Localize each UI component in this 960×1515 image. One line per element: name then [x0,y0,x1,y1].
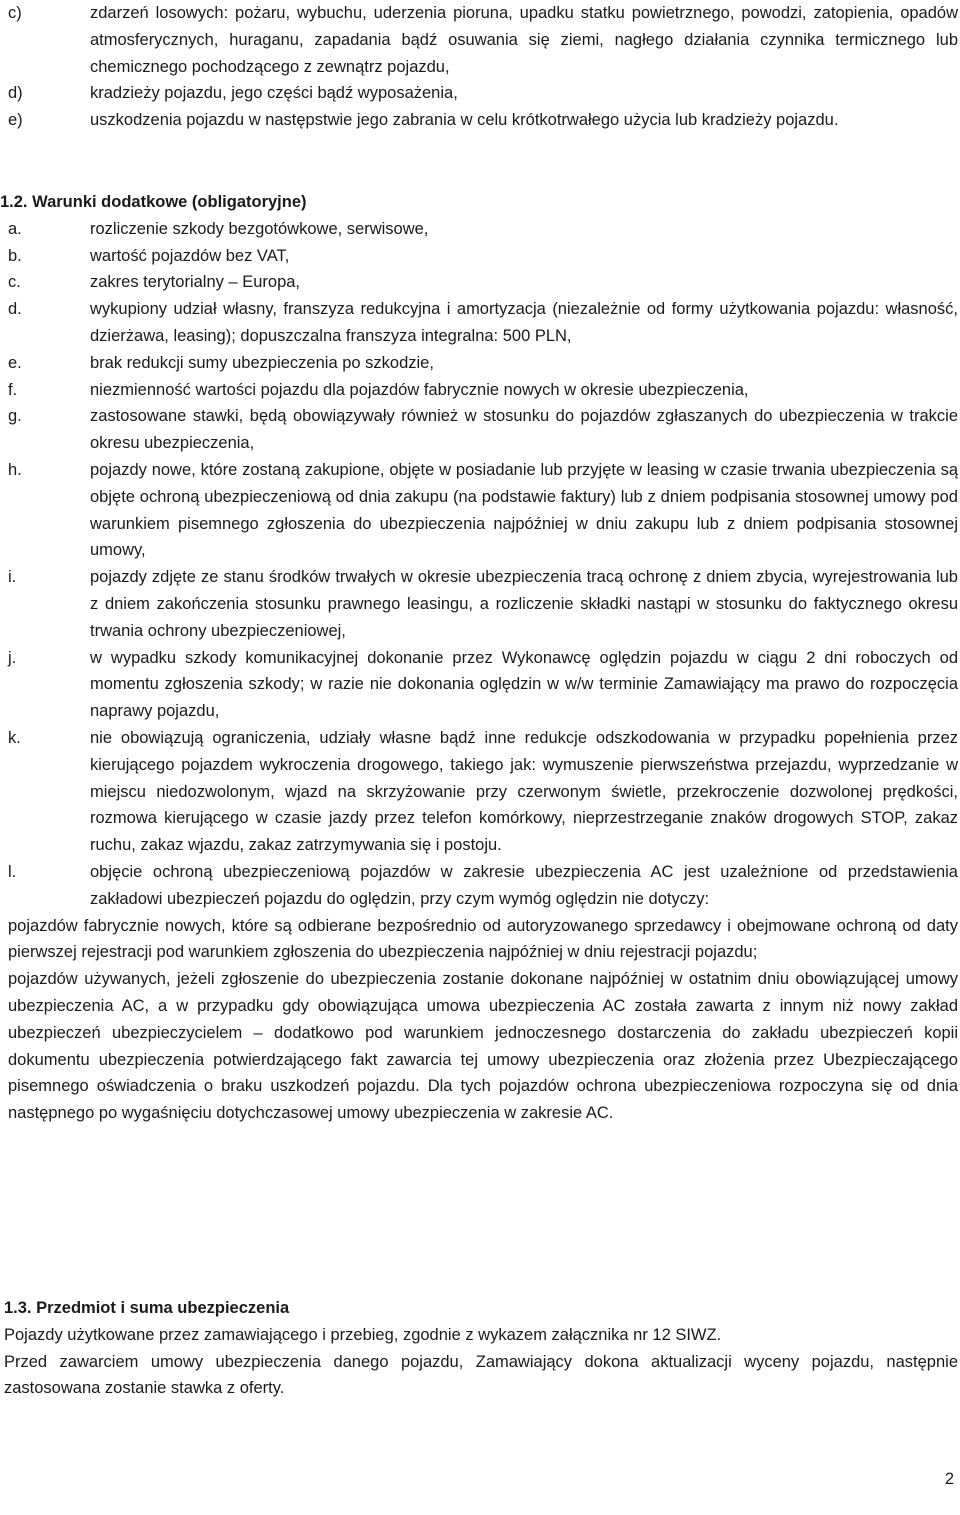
sub-list-text: pojazdów fabrycznie nowych, które są odbierane bezpośrednio od autoryzowanego sprzedawcy i obejmowane ochroną od daty pierwszej rejestracji pod warunkiem zgłoszenia do ubezpieczenia najpóźniej w dniu rejestracji pojazdu; [8,916,958,962]
list-item [8,645,958,725]
list-text: nie obowiązują ograniczenia, udziały własne bądź inne redukcje odszkodowania w przypadku popełnienia przez kierującego pojazdem wykroczenia drogowego, takiego jak: wymuszenie pierwszeństwa przejazdu, wyprzedzanie w miejscu niedozwolonym, wjazd na skrzyżowanie przy czerwonym świetle, przekroczenie dozwolonej prędkości, rozmowa kierującego w czasie jazdy przez telefon komórkowy, nieprzestrzeganie znaków drogowych STOP, zakaz ruchu, zakaz wjazdu, zakaz zatrzymywania się i postoju. [90,728,958,855]
section-heading: 1.3. Przedmiot i suma ubezpieczenia [4,1299,290,1317]
list-marker: g. [8,407,22,426]
list-text: objęcie ochroną ubezpieczeniową pojazdów w zakresie ubezpieczenia AC jest uzależnione od przedstawienia zakładowi ubezpieczeń pojazdu do oględzin, przy czym wymóg oględzin nie dotyczy: [90,862,958,908]
list-item [8,725,958,859]
sub-list-item [0,966,958,1127]
list-text: uszkodzenia pojazdu w następstwie jego zabrania w celu krótkotrwałego użycia lub kradzieży pojazdu. [90,111,839,130]
paragraph: Pojazdy użytkowane przez zamawiającego i przebieg, zgodnie z wykazem załącznika nr 12 SIWZ. [4,1325,722,1344]
list-item [8,457,958,564]
list-marker: e. [8,353,22,372]
list-marker: e) [8,111,23,130]
list-marker: h. [8,460,22,479]
section-1-2 [0,189,958,1127]
list-marker: j. [8,648,17,667]
risk-list [8,0,958,134]
section-1-3 [4,1295,958,1402]
list-item [8,403,958,457]
sub-list-item [0,913,958,967]
list-marker: a. [8,219,22,238]
list-marker: l. [8,862,17,881]
list-item [8,564,958,644]
list-marker: f. [8,380,18,399]
list-item [8,350,958,377]
list-item [8,0,958,80]
list-marker: b. [8,246,22,265]
list-text: zastosowane stawki, będą obowiązywały również w stosunku do pojazdów zgłaszanych do ubezpieczenia w trakcie okresu ubezpieczenia, [90,407,958,453]
list-text: rozliczenie szkody bezgotówkowe, serwisowe, [90,219,429,238]
section-heading: 1.2. Warunki dodatkowe (obligatoryjne) [0,193,307,211]
list-text: wykupiony udział własny, franszyza redukcyjna i amortyzacja (niezależnie od formy użytkowania pojazdu: własność, dzierżawa, leasing); dopuszczalna franszyza integralna: 500 PLN, [90,300,958,345]
list-text: pojazdy nowe, które zostaną zakupione, objęte w posiadanie lub przyjęte w leasing w czasie trwania ubezpieczenia są objęte ochroną ubezpieczeniową od dnia zakupu (na podstawie faktury) lub z dniem podpisania stosownej umowy pod warunkiem pisemnego zgłoszenia do ubezpieczenia najpóźniej w dniu zakupu lub z dniem podpisania stosownej umowy, [90,460,958,560]
list-marker: d) [8,84,23,103]
list-text: pojazdy zdjęte ze stanu środków trwałych w okresie ubezpieczenia tracą ochronę z dniem zbycia, wyrejestrowania lub z dniem zakończenia stosunku prawnego leasingu, a rozliczenie składki nastąpi w stosunku do faktycznego okresu trwania ochrony ubezpieczeniowej, [90,568,958,640]
list-marker: k. [8,728,21,747]
list-text: kradzieży pojazdu, jego części bądź wyposażenia, [90,84,458,103]
list-text: w wypadku szkody komunikacyjnej dokonanie przez Wykonawcę oględzin pojazdu w ciągu 2 dni roboczych od momentu zgłoszenia szkody; w razie nie dokonania oględzin w w/w terminie Zamawiający ma prawo do rozpoczęcia naprawy pojazdu, [90,648,958,721]
list-text: niezmienność wartości pojazdu dla pojazdów fabrycznie nowych w okresie ubezpieczenia, [90,380,749,399]
list-item [8,296,958,350]
list-item [8,216,958,243]
list-item [8,80,958,107]
list-item [8,377,958,404]
list-text: zakres terytorialny – Europa, [90,273,301,292]
sub-list [0,913,958,1127]
list-marker: d. [8,300,22,319]
list-item [8,859,958,913]
sub-list-text: pojazdów używanych, jeżeli zgłoszenie do ubezpieczenia zostanie dokonane najpóźniej w ostatnim dniu obowiązującej umowy ubezpieczenia AC, a w przypadku gdy obowiązująca umowa ubezpieczenia AC została zawarta z innym niż nowy zakład ubezpieczeń ubezpieczycielem – dodatkowo pod warunkiem jednoczesnego dostarczenia do zakładu ubezpieczeń kopii dokumentu ubezpieczenia potwierdzającego fakt zawarcia tej umowy ubezpieczenia oraz złożenia przez Ubezpieczającego pisemnego oświadczenia o braku uszkodzeń pojazdu. Dla tych pojazdów ochrona ubezpieczeniowa rozpoczyna się od dnia następnego po wygaśnięciu dotychczasowej umowy ubezpieczenia w zakresie AC. [8,970,958,1123]
list-item [8,107,958,134]
list-marker: i. [8,568,17,587]
list-marker: c) [8,4,22,22]
list-text: wartość pojazdów bez VAT, [90,246,290,265]
paragraph: Przed zawarciem umowy ubezpieczenia danego pojazdu, Zamawiający dokona aktualizacji wyceny pojazdu, następnie zastosowana zostanie stawka z oferty. [4,1352,958,1398]
list-item [8,243,958,270]
list-text: zdarzeń losowych: pożaru, wybuchu, uderzenia pioruna, upadku statku powietrznego, powodzi, zatopienia, opadów atmosferycznych, huraganu, zapadania bądź osuwania się ziemi, nagłego działania czynnika termicznego lub chemicznego pochodzącego z zewnątrz pojazdu, [90,4,958,76]
list-text: brak redukcji sumy ubezpieczenia po szkodzie, [90,353,434,372]
list-item [8,269,958,296]
page-number: 2 [944,1470,954,1488]
list-marker: c. [8,273,21,292]
